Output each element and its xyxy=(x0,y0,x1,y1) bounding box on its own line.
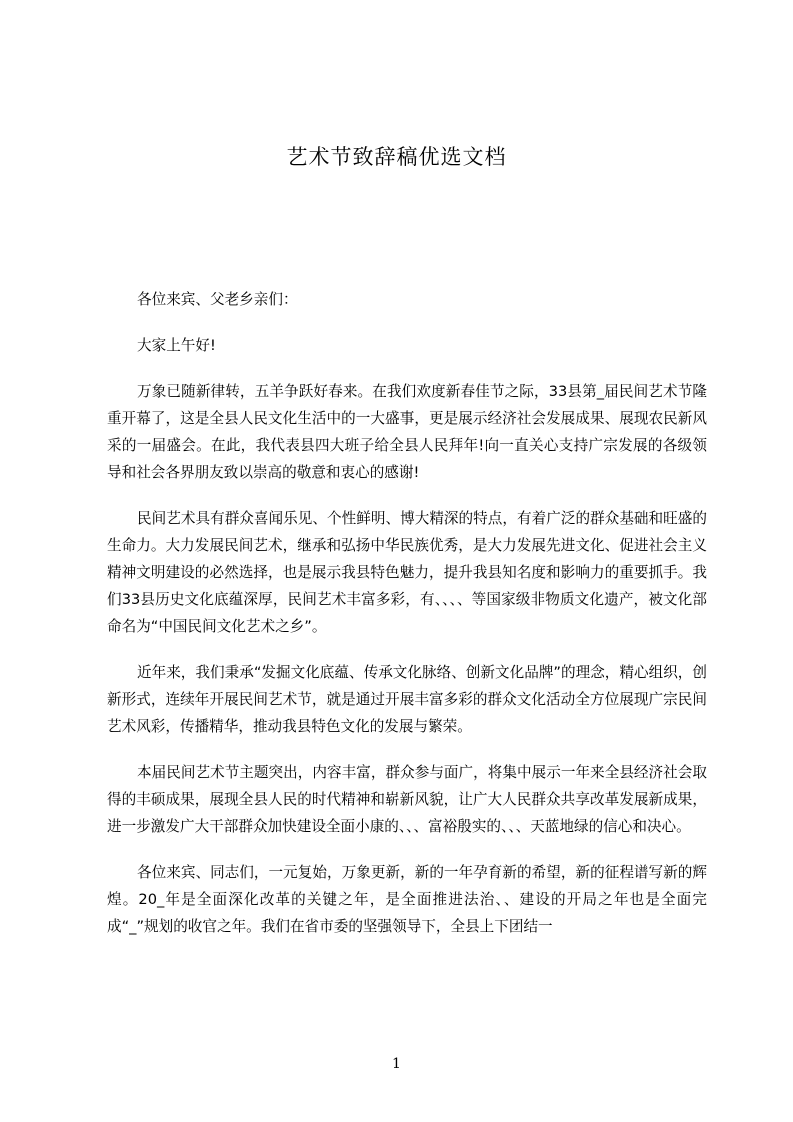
document-body xyxy=(107,286,707,959)
paragraph-new-year: 各位来宾、同志们，一元复始，万象更新，新的一年孕育新的希望，新的征程谱写新的辉煌。20_年是全面深化改革的关键之年，是全面推进法治、、建设的开局之年也是全面完成“_”规划的收官之年。我们在省市委的坚强领导下，全县上下团结一 xyxy=(107,864,707,935)
paragraph-greeting: 大家上午好! xyxy=(137,337,216,354)
paragraph-folk-art: 民间艺术具有群众喜闻乐见、个性鲜明、博大精深的特点，有着广泛的群众基础和旺盛的生命力。大力发展民间艺术，继承和弘扬中华民族优秀，是大力发展先进文化、促进社会主义精神文明建设的必然选择，也是展示我县特色魅力，提升我县知名度和影响力的重要抓手。我们33县历史文化底蕴深厚，民间艺术丰富多彩，有、、、、等国家级非物质文化遗产，被文化部命名为“中国民间文化艺术之乡”。 xyxy=(107,510,707,635)
paragraph-recent-years: 近年来，我们秉承“发掘文化底蕴、传承文化脉络、创新文化品牌”的理念，精心组织，创新形式，连续年开展民间艺术节，就是通过开展丰富多彩的群众文化活动全方位展现广宗民间艺术风彩，传播精华，推动我县特色文化的发展与繁荣。 xyxy=(107,664,707,735)
paragraph-festival-theme: 本届民间艺术节主题突出，内容丰富，群众参与面广，将集中展示一年来全县经济社会取得的丰硕成果，展现全县人民的时代精神和崭新风貌，让广大人民群众共享改革发展新成果，进一步激发广大干部群众加快建设全面小康的、、、富裕殷实的、、、天蓝地绿的信心和决心。 xyxy=(107,764,707,835)
paragraph-opening: 万象已随新律转，五羊争跃好春来。在我们欢度新春佳节之际，33县第_届民间艺术节隆重开幕了，这是全县人民文化生活中的一大盛事，更是展示经济社会发展成果、展现农民新风采的一届盛会。在此，我代表县四大班子给全县人民拜年!向一直关心支持广宗发展的各级领导和社会各界朋友致以崇高的敬意和衷心的感谢! xyxy=(107,383,707,481)
document-title: 艺术节致辞稿优选文档 xyxy=(286,145,507,169)
paragraph-salutation: 各位来宾、父老乡亲们： xyxy=(137,291,298,308)
page-number: 1 xyxy=(392,1056,401,1072)
